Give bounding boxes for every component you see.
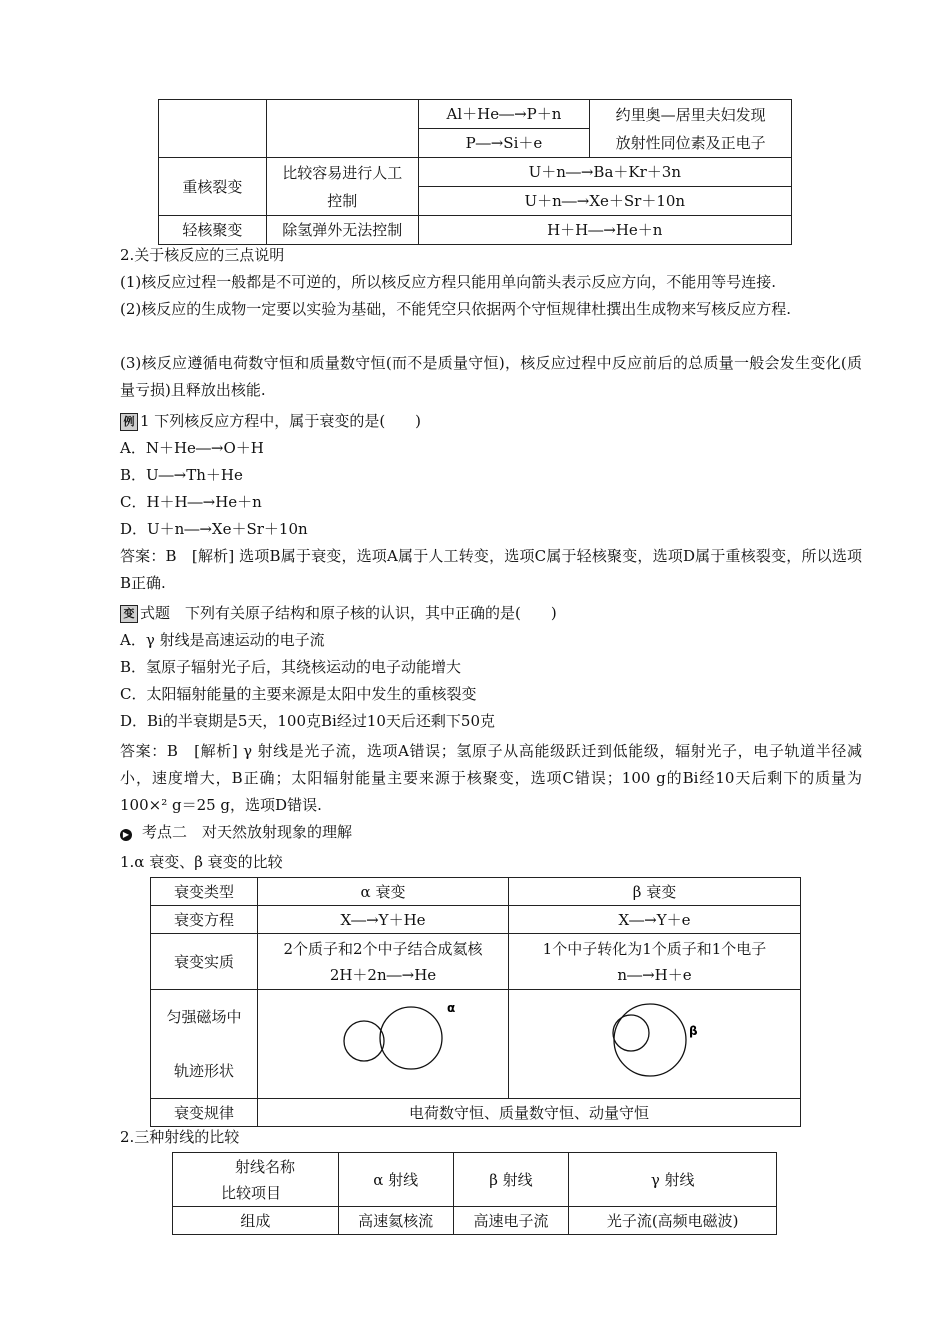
table-cell: 组成	[173, 1207, 339, 1235]
beta-track-diagram	[509, 990, 800, 1090]
table-cell: X―→Y＋e	[509, 906, 801, 934]
table-cell: 衰变规律	[151, 1099, 258, 1127]
variant-question: 变 式题 下列有关原子结构和原子核的认识，其中正确的是( )	[120, 600, 865, 627]
table-cell: 轻核聚变	[159, 216, 267, 245]
table-cell: 重核裂变	[159, 158, 267, 216]
table-cell: X―→Y＋He	[258, 906, 509, 934]
table-cell: 光子流(高频电磁波)	[569, 1207, 777, 1235]
section-title: 2.关于核反应的三点说明	[120, 246, 285, 264]
table-header-cell: 射线名称 比较项目	[173, 1153, 339, 1207]
example-tag-icon: 例	[120, 413, 138, 431]
paragraph: (1)核反应过程一般都是不可逆的，所以核反应方程只能用单向箭头表示反应方向，不能用等号连接.	[120, 273, 777, 291]
table-header-cell: γ 射线	[569, 1153, 777, 1207]
option-d: D．Bi的半衰期是5天，100克Bi经过10天后还剩下50克	[120, 712, 496, 730]
table-cell: 匀强磁场中 轨迹形状	[151, 990, 258, 1099]
alpha-large-circle	[380, 1007, 442, 1069]
table-header-cell: β 射线	[453, 1153, 569, 1207]
section-heading: ▶ 考点二 对天然放射现象的理解	[120, 819, 865, 846]
table-cell: 除氢弹外无法控制	[266, 216, 418, 245]
answer: 答案：B [解析] γ 射线是光子流，选项A错误；氢原子从高能级跃迁到低能级，辐射光子，电子轨道半径减小，速度增大，B正确；太阳辐射能量主要来源于核聚变，选项C错误；100 g的Bi经10天后剩下的质量为100×² g＝25 g，选项D错误.	[120, 742, 862, 814]
table-cell: 2个质子和2个中子结合成氦核 2H＋2n―→He	[258, 934, 509, 990]
table-cell: U＋n―→Ba＋Kr＋3n	[418, 158, 791, 187]
table-cell-empty	[266, 100, 418, 158]
table-cell: 高速氦核流	[338, 1207, 453, 1235]
table-cell: H＋H―→He＋n	[418, 216, 791, 245]
example-question: 例 1 下列核反应方程中，属于衰变的是( )	[120, 408, 865, 435]
beta-track-cell	[509, 990, 801, 1099]
beta-large-circle	[614, 1004, 686, 1076]
table-cell: U＋n―→Xe＋Sr＋10n	[418, 187, 791, 216]
table-cell: 高速电子流	[453, 1207, 569, 1235]
alpha-track-diagram	[258, 990, 508, 1090]
table-header-cell: 衰变类型	[151, 878, 258, 906]
rays-comparison-table	[172, 1152, 777, 1235]
option-d: D．U＋n―→Xe＋Sr＋10n	[120, 520, 308, 538]
table-cell: 约里奥—居里夫妇发现 放射性同位素及正电子	[590, 100, 792, 158]
table-title: 2.三种射线的比较	[120, 1128, 240, 1146]
option-c: C．太阳辐射能量的主要来源是太阳中发生的重核裂变	[120, 685, 477, 703]
table-cell: 比较容易进行人工 控制	[266, 158, 418, 216]
variant-tag-icon: 变	[120, 605, 138, 623]
option-a: A．N＋He―→O＋H	[120, 439, 264, 457]
paragraph: (2)核反应的生成物一定要以实验为基础，不能凭空只依据两个守恒规律杜撰出生成物来写核反应方程.	[120, 300, 792, 318]
alpha-track-cell	[258, 990, 509, 1099]
table-header-cell: α 衰变	[258, 878, 509, 906]
table-cell: 衰变方程	[151, 906, 258, 934]
table-cell: 1个中子转化为1个质子和1个电子 n―→H＋e	[509, 934, 801, 990]
table-cell: P―→Si＋e	[418, 129, 590, 158]
beta-small-circle	[613, 1015, 649, 1051]
paragraph: (3)核反应遵循电荷数守恒和质量数守恒(而不是质量守恒)，核反应过程中反应前后的总质量一般会发生变化(质量亏损)且释放出核能.	[120, 354, 862, 399]
table-cell-empty	[159, 100, 267, 158]
decay-comparison-table	[150, 877, 801, 1127]
table-header-cell: β 衰变	[509, 878, 801, 906]
option-a: A．γ 射线是高速运动的电子流	[120, 631, 325, 649]
beta-label: β	[689, 1024, 698, 1038]
alpha-small-circle	[344, 1021, 384, 1061]
answer: 答案：B [解析] 选项B属于衰变，选项A属于人工转变，选项C属于轻核聚变，选项D属于重核裂变，所以选项B正确.	[120, 547, 862, 592]
table-title: 1.α 衰变、β 衰变的比较	[120, 853, 283, 871]
option-b: B．氢原子辐射光子后，其绕核运动的电子动能增大	[120, 658, 462, 676]
option-b: B．U―→Th＋He	[120, 466, 243, 484]
alpha-label: α	[447, 1001, 456, 1015]
table-cell: 衰变实质	[151, 934, 258, 990]
play-bullet-icon: ▶	[120, 829, 132, 841]
table-cell: Al＋He―→P＋n	[418, 100, 590, 129]
table-cell: 电荷数守恒、质量数守恒、动量守恒	[258, 1099, 801, 1127]
table-header-cell: α 射线	[338, 1153, 453, 1207]
option-c: C．H＋H―→He＋n	[120, 493, 262, 511]
nuclear-reaction-table	[158, 99, 792, 245]
